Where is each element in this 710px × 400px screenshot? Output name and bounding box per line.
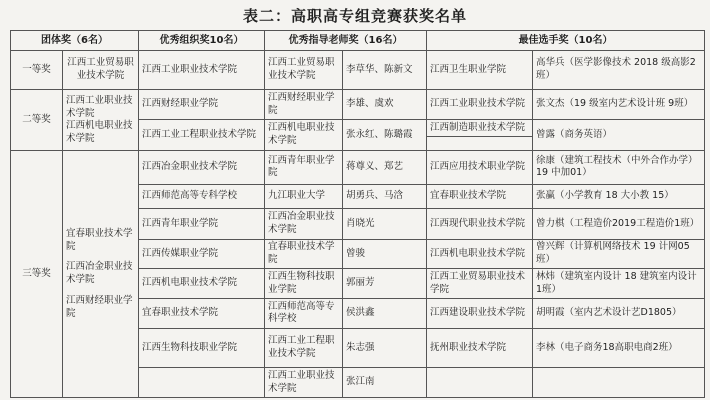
teacher-school: 江西工业工程职业技术学院	[265, 328, 343, 367]
player-school: 江西工业贸易职业技术学院	[427, 269, 533, 299]
header-row	[11, 31, 705, 51]
org-cell: 江西财经职业学院	[139, 90, 265, 120]
teacher-names: 张江南	[343, 368, 427, 398]
teacher-school: 宜春职业技术学院	[265, 239, 343, 269]
header-org: 优秀组织奖10名）	[139, 31, 265, 51]
player-school-blank	[427, 136, 533, 151]
team-first: 江西工业贸易职业技术学院	[63, 51, 139, 90]
header-team: 团体奖（6名）	[11, 31, 139, 51]
teacher-school: 江西生物科技职业学院	[265, 269, 343, 299]
org-cell: 江西工业工程职业技术学院	[139, 120, 265, 151]
player-school: 江西制造职业技术学院	[427, 120, 533, 137]
player-name-blank	[533, 368, 705, 398]
table-row	[11, 51, 705, 90]
player-school: 江西机电职业技术学院	[427, 239, 533, 269]
teacher-names: 张永红、陈璐霞	[343, 120, 427, 151]
teacher-names: 曾骏	[343, 239, 427, 269]
team-third	[63, 151, 139, 398]
org-cell: 江西师范高等专科学校	[139, 184, 265, 209]
team-name: 江西冶金职业技术学院	[66, 261, 133, 286]
table-row	[11, 151, 705, 184]
level-second: 二等奖	[11, 90, 63, 151]
teacher-names: 李雄、虞欢	[343, 90, 427, 120]
teacher-names: 蒋尊义、郑艺	[343, 151, 427, 184]
document-title: 表二：高职高专组竞赛获奖名单	[242, 7, 467, 25]
team-name: 江西机电职业技术学院	[66, 120, 133, 145]
award-table	[10, 30, 705, 398]
team-name: 江西工业职业技术学院	[66, 94, 133, 119]
player-school: 宜春职业技术学院	[427, 184, 533, 209]
player-school-blank	[427, 368, 533, 398]
teacher-school: 江西冶金职业技术学院	[265, 209, 343, 239]
teacher-school: 江西青年职业学院	[265, 151, 343, 184]
teacher-names: 李草华、陈新文	[343, 51, 427, 90]
player-name: 张赢（小学教育 18 大小教 15）	[533, 184, 705, 209]
player-school: 江西应用技术职业学院	[427, 151, 533, 184]
org-cell: 江西生物科技职业学院	[139, 328, 265, 367]
org-cell: 江西冶金职业技术学院	[139, 151, 265, 184]
player-school: 抚州职业技术学院	[427, 328, 533, 367]
teacher-names: 朱志强	[343, 328, 427, 367]
teacher-names: 郭丽芳	[343, 269, 427, 299]
level-third: 三等奖	[11, 151, 63, 398]
header-player: 最佳选手奖（10名）	[427, 31, 705, 51]
teacher-school: 江西工业职业技术学院	[265, 368, 343, 398]
player-name: 曾兴辉（计算机网络技术 19 计网05班）	[533, 239, 705, 269]
org-cell: 宜春职业技术学院	[139, 299, 265, 329]
player-school: 江西卫生职业学院	[427, 51, 533, 90]
table-row	[11, 90, 705, 120]
player-school: 江西建设职业技术学院	[427, 299, 533, 329]
level-first: 一等奖	[11, 51, 63, 90]
player-name: 徐康（建筑工程技术（中外合作办学）19 中加01）	[533, 151, 705, 184]
player-school: 江西工业职业技术学院	[427, 90, 533, 120]
org-cell: 江西机电职业技术学院	[139, 269, 265, 299]
team-name: 宜春职业技术学院	[66, 227, 133, 252]
team-name: 江西财经职业学院	[66, 294, 133, 319]
teacher-school: 江西工业贸易职业技术学院	[265, 51, 343, 90]
org-cell: 江西工业职业技术学院	[139, 51, 265, 90]
org-cell: 江西青年职业学院	[139, 209, 265, 239]
teacher-school: 九江职业大学	[265, 184, 343, 209]
teacher-names: 肖晓光	[343, 209, 427, 239]
org-cell: 江西传媒职业学院	[139, 239, 265, 269]
team-second	[63, 90, 139, 151]
teacher-names: 侯洪鑫	[343, 299, 427, 329]
teacher-names: 胡勇兵、马浛	[343, 184, 427, 209]
player-name: 高华兵（医学影像技术 2018 级高影2班）	[533, 51, 705, 90]
header-teacher: 优秀指导老师奖（16名）	[265, 31, 427, 51]
player-name: 曾露（商务英语）	[533, 120, 705, 151]
player-name: 曾力棋（工程造价2019工程造价1班）	[533, 209, 705, 239]
player-name: 胡明霞（室内艺术设计艺D1805）	[533, 299, 705, 329]
teacher-school: 江西机电职业技术学院	[265, 120, 343, 151]
player-name: 林炜（建筑室内设计 18 建筑室内设计1班）	[533, 269, 705, 299]
teacher-school: 江西财经职业学院	[265, 90, 343, 120]
player-name: 张文杰（19 级室内艺术设计班 9班）	[533, 90, 705, 120]
org-cell-blank	[139, 368, 265, 398]
teacher-school: 江西师范高等专科学校	[265, 299, 343, 329]
player-school: 江西现代职业技术学院	[427, 209, 533, 239]
player-name: 李林（电子商务18高职电商2班）	[533, 328, 705, 367]
